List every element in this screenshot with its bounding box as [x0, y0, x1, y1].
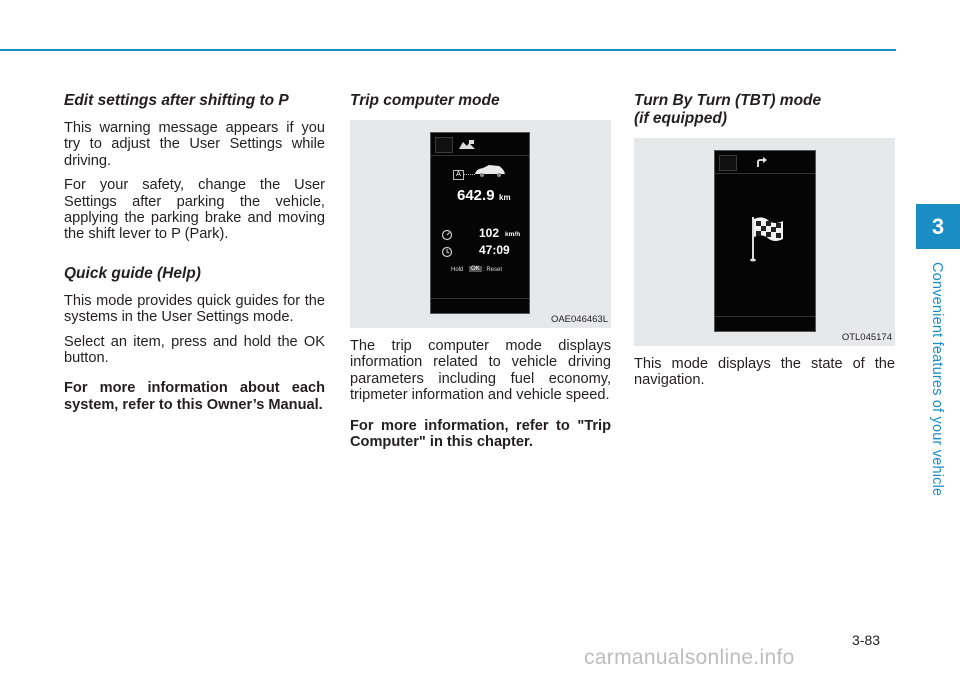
ok-key: OK [471, 266, 480, 272]
cluster-screen [714, 150, 816, 332]
trip-mode-icon [457, 138, 477, 152]
figure-code: OTL045174 [841, 332, 892, 343]
paragraph: For your safety, change the User Settings after parking the vehicle, applying the parking brake and moving the shift lever to P (Park). [64, 177, 325, 243]
paragraph: Select an item, press and hold the OK button. [64, 333, 325, 367]
cluster-screen [430, 132, 530, 314]
heading-edit-settings: Edit settings after shifting to P [64, 92, 289, 109]
speed-unit: km/h [505, 231, 521, 238]
heading-trip-computer: Trip computer mode [350, 92, 500, 109]
watermark: carmanualsonline.info [584, 646, 795, 669]
note-paragraph: For more information about each system, refer to this Owner’s Manual. [64, 380, 325, 413]
car-icon [473, 164, 507, 177]
figure-tbt [634, 138, 895, 346]
paragraph: This mode provides quick guides for the systems in the User Settings mode. [64, 292, 325, 326]
trip-a-badge: A [453, 170, 464, 180]
heading-quick-guide: Quick guide (Help) [64, 264, 201, 282]
hold-label: Hold [451, 267, 464, 273]
paragraph: The trip computer mode displays information related to vehicle driving parameters including fuel economy, tripmeter information and vehicle speed. [350, 338, 611, 404]
speedometer-icon [441, 229, 453, 241]
turn-arrow-icon [755, 155, 769, 169]
chapter-title [924, 262, 944, 512]
column-left [64, 92, 325, 421]
speed-value: 102 [479, 226, 500, 240]
page-number: 3-83 [852, 632, 881, 648]
column-middle [350, 92, 611, 458]
time-value: 47:09 [479, 243, 510, 257]
figure-code: OAE046463L [550, 314, 608, 325]
heading-tbt: Turn By Turn (TBT) mode [634, 92, 822, 109]
column-right [634, 92, 895, 397]
checkered-flag-icon [747, 213, 787, 263]
heading-tbt-equipped: (if equipped) [634, 110, 727, 127]
note-paragraph: For more information, refer to "Trip Computer" in this chapter. [350, 417, 611, 451]
mode-box [435, 137, 453, 153]
chapter-tab: 3 [916, 204, 960, 249]
mode-box [719, 155, 737, 171]
paragraph: This warning message appears if you try to adjust the User Settings while driving. [64, 120, 325, 169]
clock-icon [441, 246, 453, 258]
header-rule [0, 49, 896, 51]
figure-trip-computer [350, 120, 611, 328]
reset-label: : Reset [483, 267, 503, 273]
chapter-title-text: Convenient features of your vehicle [929, 262, 945, 497]
distance-value: 642.9 [457, 187, 495, 204]
distance-unit: km [499, 193, 511, 202]
paragraph: This mode displays the state of the navigation. [634, 356, 895, 389]
